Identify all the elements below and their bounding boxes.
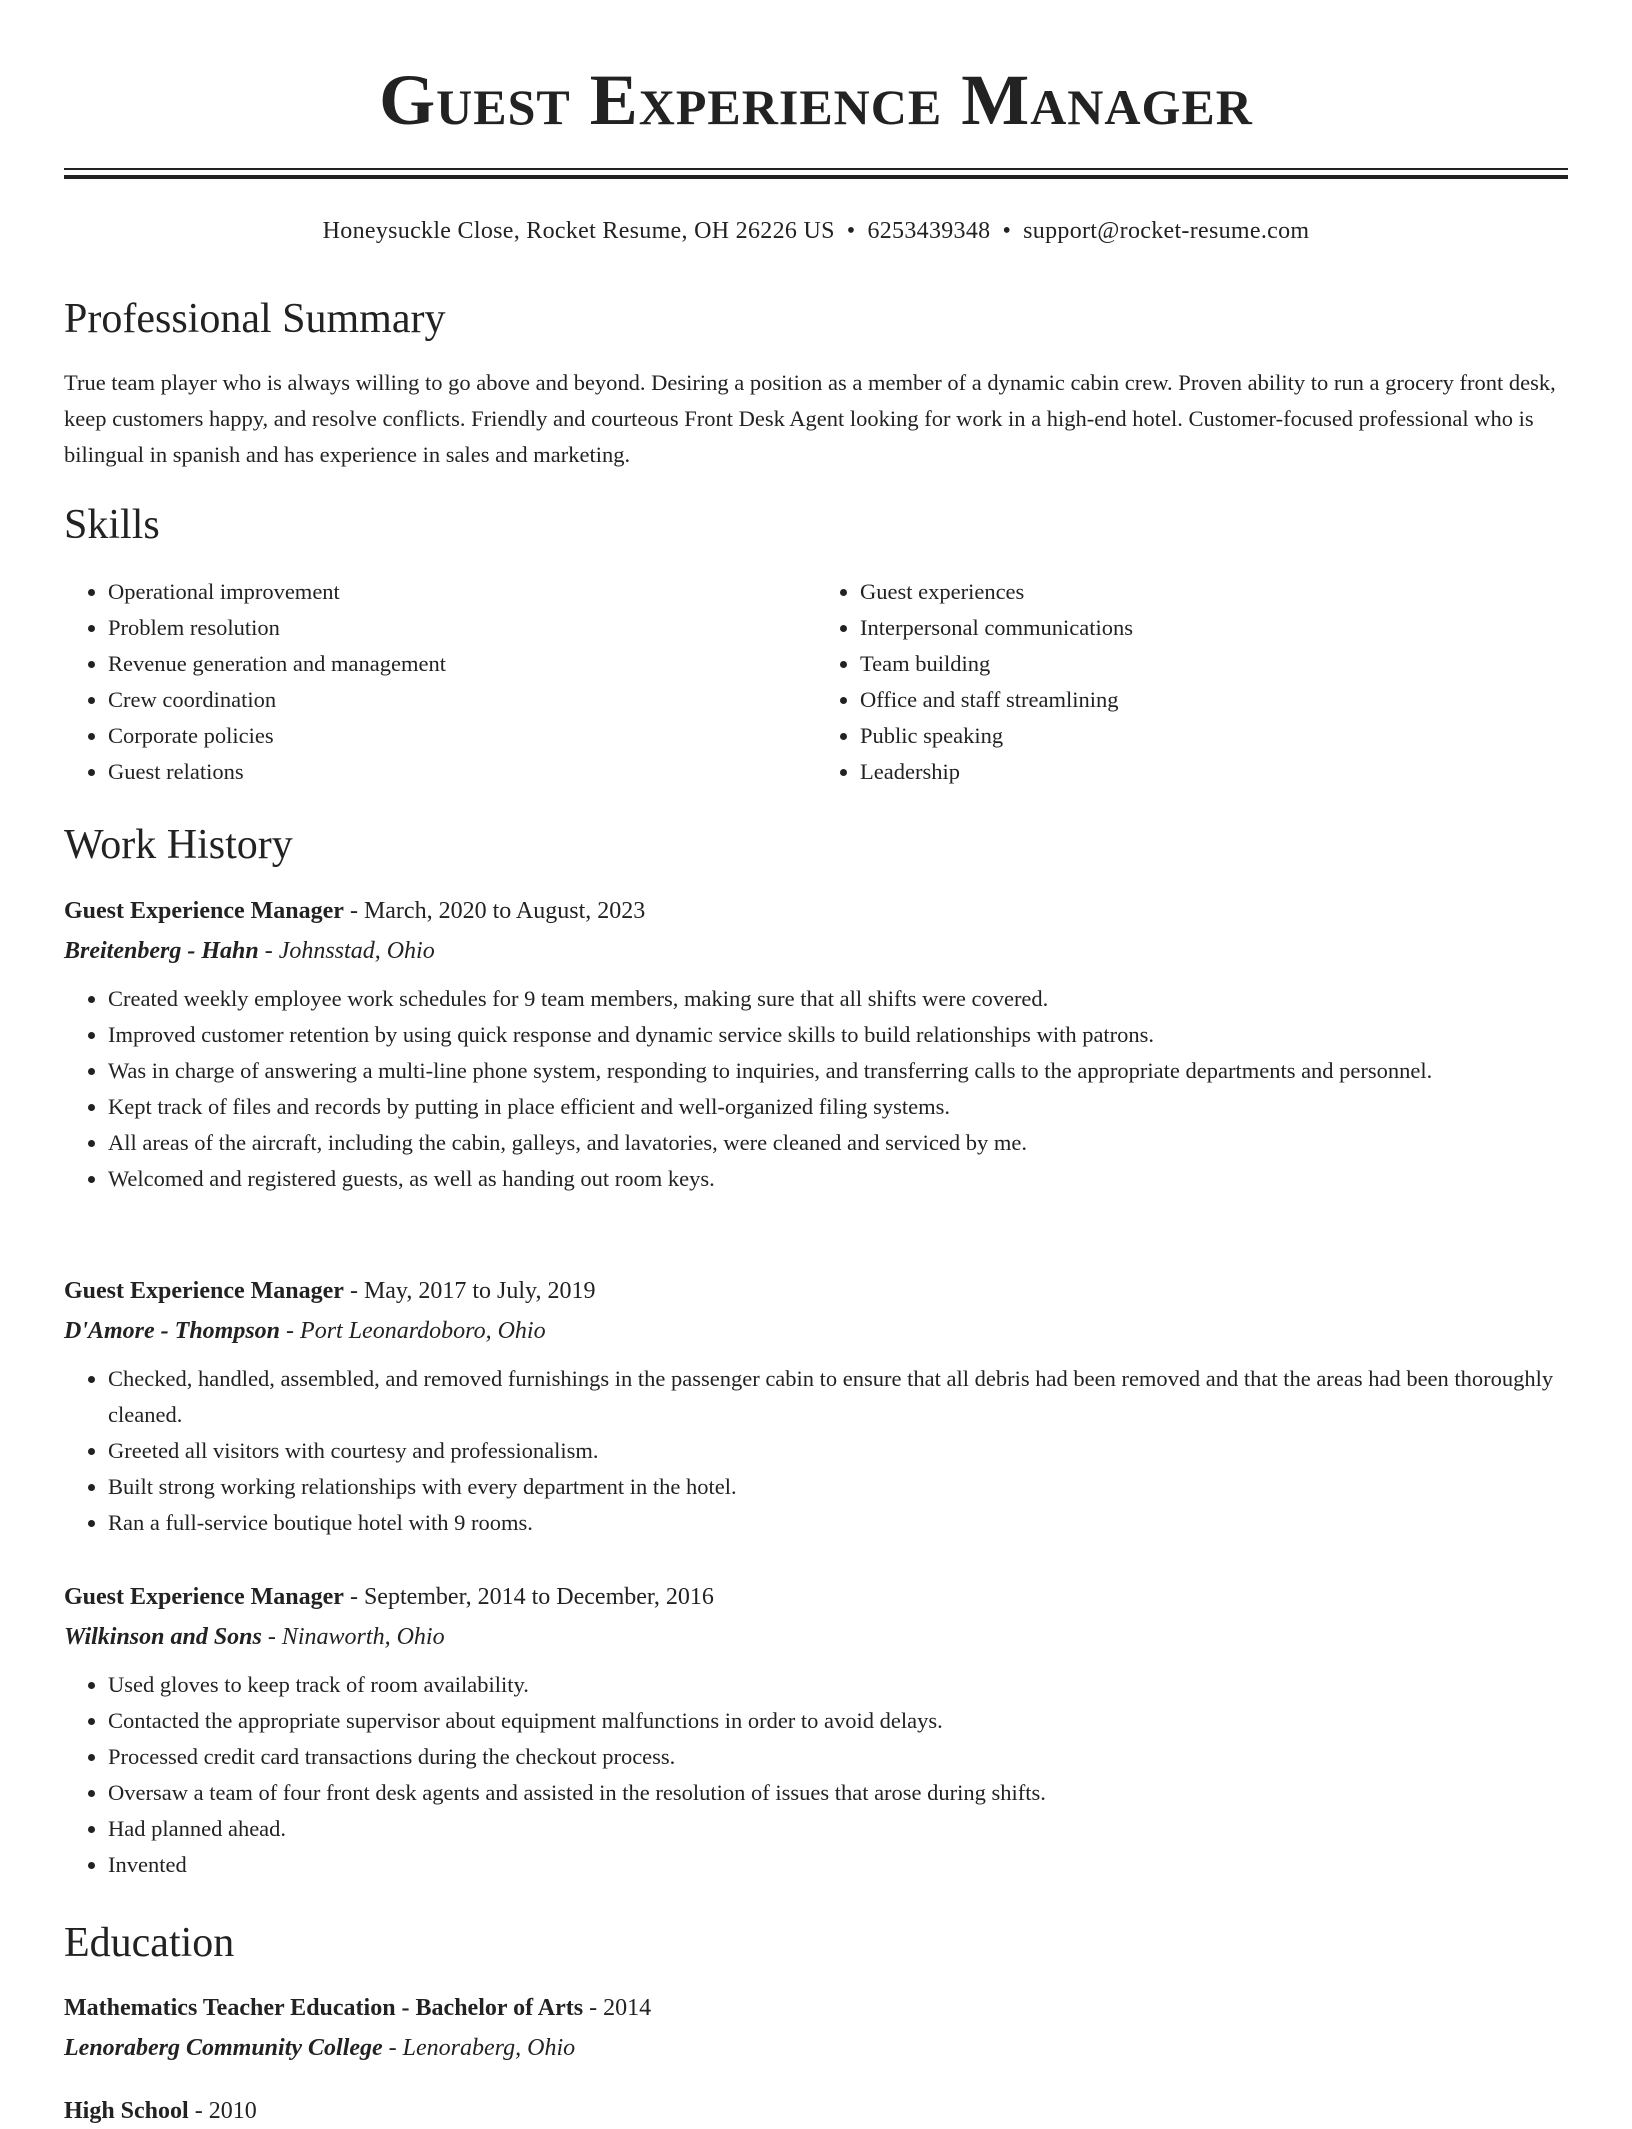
- job-bullet: • Contacted the appropriate supervisor about equipment malfunctions in order to avoid delays.: [108, 1703, 1568, 1739]
- skill-item: • Team building: [860, 646, 1568, 682]
- work-history-heading: Work History: [64, 822, 293, 868]
- education-degree: Mathematics Teacher Education - Bachelor of Arts: [64, 1995, 584, 2021]
- education-year: 2014: [603, 1995, 652, 2021]
- skill-item: • Operational improvement: [108, 574, 816, 610]
- job-role: Guest Experience Manager: [64, 898, 344, 924]
- education-school: Lenoraberg Community College: [64, 2035, 383, 2061]
- job-dates: March, 2020 to August, 2023: [363, 898, 646, 924]
- skills-list-right: [816, 574, 1568, 790]
- job-dates: September, 2014 to December, 2016: [363, 1584, 714, 1610]
- skill-item: • Guest experiences: [860, 574, 1568, 610]
- job-bullet: • Had planned ahead.: [108, 1811, 1568, 1847]
- job-title-line: Guest Experience Manager - March, 2020 to August, 2023: [64, 898, 646, 924]
- job-dates: May, 2017 to July, 2019: [363, 1278, 596, 1304]
- education-year: 2010: [208, 2098, 257, 2124]
- job-entry: [64, 1579, 1568, 1883]
- education-heading: Education: [64, 1920, 235, 1966]
- job-location: Ninaworth, Ohio: [281, 1624, 445, 1650]
- skill-item: • Guest relations: [108, 754, 816, 790]
- job-bullet: • Oversaw a team of four front desk agents and assisted in the resolution of issues that arose during shifts.: [108, 1775, 1568, 1811]
- skill-item: • Public speaking: [860, 718, 1568, 754]
- job-bullet: • Welcomed and registered guests, as well as handing out room keys.: [108, 1161, 1568, 1197]
- contact-phone: 6253439348: [867, 218, 991, 244]
- job-bullet: • Created weekly employee work schedules for 9 team members, making sure that all shifts were covered.: [108, 981, 1568, 1017]
- job-bullet: • Checked, handled, assembled, and removed furnishings in the passenger cabin to ensure that all debris had been removed and that the areas had been thoroughly cleaned.: [108, 1361, 1568, 1433]
- education-entry: [64, 2093, 1568, 2129]
- job-employer: Breitenberg - Hahn: [64, 938, 259, 964]
- job-location: Johnsstad, Ohio: [278, 938, 435, 964]
- contact-email: support@rocket-resume.com: [1023, 218, 1310, 244]
- contact-separator: •: [1002, 218, 1012, 244]
- job-bullets: [64, 1361, 1568, 1541]
- skill-item: • Corporate policies: [108, 718, 816, 754]
- job-bullet: • Was in charge of answering a multi-line phone system, responding to inquiries, and transferring calls to the appropriate departments and personnel.: [108, 1053, 1568, 1089]
- header-rule-thick: [64, 175, 1568, 179]
- skill-item: • Revenue generation and management: [108, 646, 816, 682]
- job-bullet: • All areas of the aircraft, including the cabin, galleys, and lavatories, were cleaned and serviced by me.: [108, 1125, 1568, 1161]
- education-degree-line: High School - 2010: [64, 2098, 257, 2124]
- job-bullet: • Kept track of files and records by putting in place efficient and well-organized filing systems.: [108, 1089, 1568, 1125]
- education-school-line: Lenoraberg Community College - Lenoraberg, Ohio: [64, 2035, 576, 2061]
- candidate-name: Guest Experience Manager: [379, 60, 1253, 140]
- job-role: Guest Experience Manager: [64, 1278, 344, 1304]
- job-employer: Wilkinson and Sons: [64, 1624, 262, 1650]
- contact-address: Honeysuckle Close, Rocket Resume, OH 26226 US: [322, 218, 835, 244]
- education-location: Lenoraberg, Ohio: [402, 2035, 576, 2061]
- job-employer-line: Breitenberg - Hahn - Johnsstad, Ohio: [64, 938, 435, 964]
- contact-separator: •: [846, 218, 856, 244]
- education-degree: High School: [64, 2098, 189, 2124]
- skill-item: • Crew coordination: [108, 682, 816, 718]
- job-entry: [64, 893, 1568, 1197]
- job-employer: D'Amore - Thompson: [64, 1318, 281, 1344]
- job-role: Guest Experience Manager: [64, 1584, 344, 1610]
- job-bullet: • Improved customer retention by using quick response and dynamic service skills to build relationships with patrons.: [108, 1017, 1568, 1053]
- summary-text: True team player who is always willing to go above and beyond. Desiring a position as a member of a dynamic cabin crew. Proven ability to run a grocery front desk, keep customers happy, and resolve conflicts. Friendly and courteous Front Desk Agent looking for work in a high-end hotel. Customer-focused professional who is bilingual in spanish and has experience in sales and marketing.: [64, 370, 1556, 467]
- job-title-line: Guest Experience Manager - May, 2017 to July, 2019: [64, 1278, 596, 1304]
- skill-item: • Leadership: [860, 754, 1568, 790]
- job-bullets: [64, 981, 1568, 1197]
- skills-columns: [64, 574, 1568, 790]
- skills-heading: Skills: [64, 502, 160, 548]
- job-entry: [64, 1273, 1568, 1541]
- job-bullet: • Processed credit card transactions during the checkout process.: [108, 1739, 1568, 1775]
- job-bullet: • Greeted all visitors with courtesy and professionalism.: [108, 1433, 1568, 1469]
- skill-item: • Interpersonal communications: [860, 610, 1568, 646]
- header-rule-thin: [64, 168, 1568, 170]
- job-bullet: • Ran a full-service boutique hotel with 9 rooms.: [108, 1505, 1568, 1541]
- summary-heading: Professional Summary: [64, 296, 446, 342]
- contact-line: [64, 214, 1568, 248]
- job-employer-line: D'Amore - Thompson - Port Leonardoboro, Ohio: [64, 1318, 546, 1344]
- job-employer-line: Wilkinson and Sons - Ninaworth, Ohio: [64, 1624, 445, 1650]
- job-bullet: • Invented: [108, 1847, 1568, 1883]
- education-degree-line: Mathematics Teacher Education - Bachelor of Arts - 2014: [64, 1995, 652, 2021]
- job-title-line: Guest Experience Manager - September, 2014 to December, 2016: [64, 1584, 714, 1610]
- job-bullet: • Built strong working relationships with every department in the hotel.: [108, 1469, 1568, 1505]
- job-location: Port Leonardoboro, Ohio: [300, 1318, 546, 1344]
- skills-list-left: [64, 574, 816, 790]
- skill-item: • Problem resolution: [108, 610, 816, 646]
- education-entry: [64, 1990, 1568, 2066]
- job-bullets: [64, 1667, 1568, 1883]
- resume-page: [64, 0, 1568, 2124]
- job-bullet: • Used gloves to keep track of room availability.: [108, 1667, 1568, 1703]
- skill-item: • Office and staff streamlining: [860, 682, 1568, 718]
